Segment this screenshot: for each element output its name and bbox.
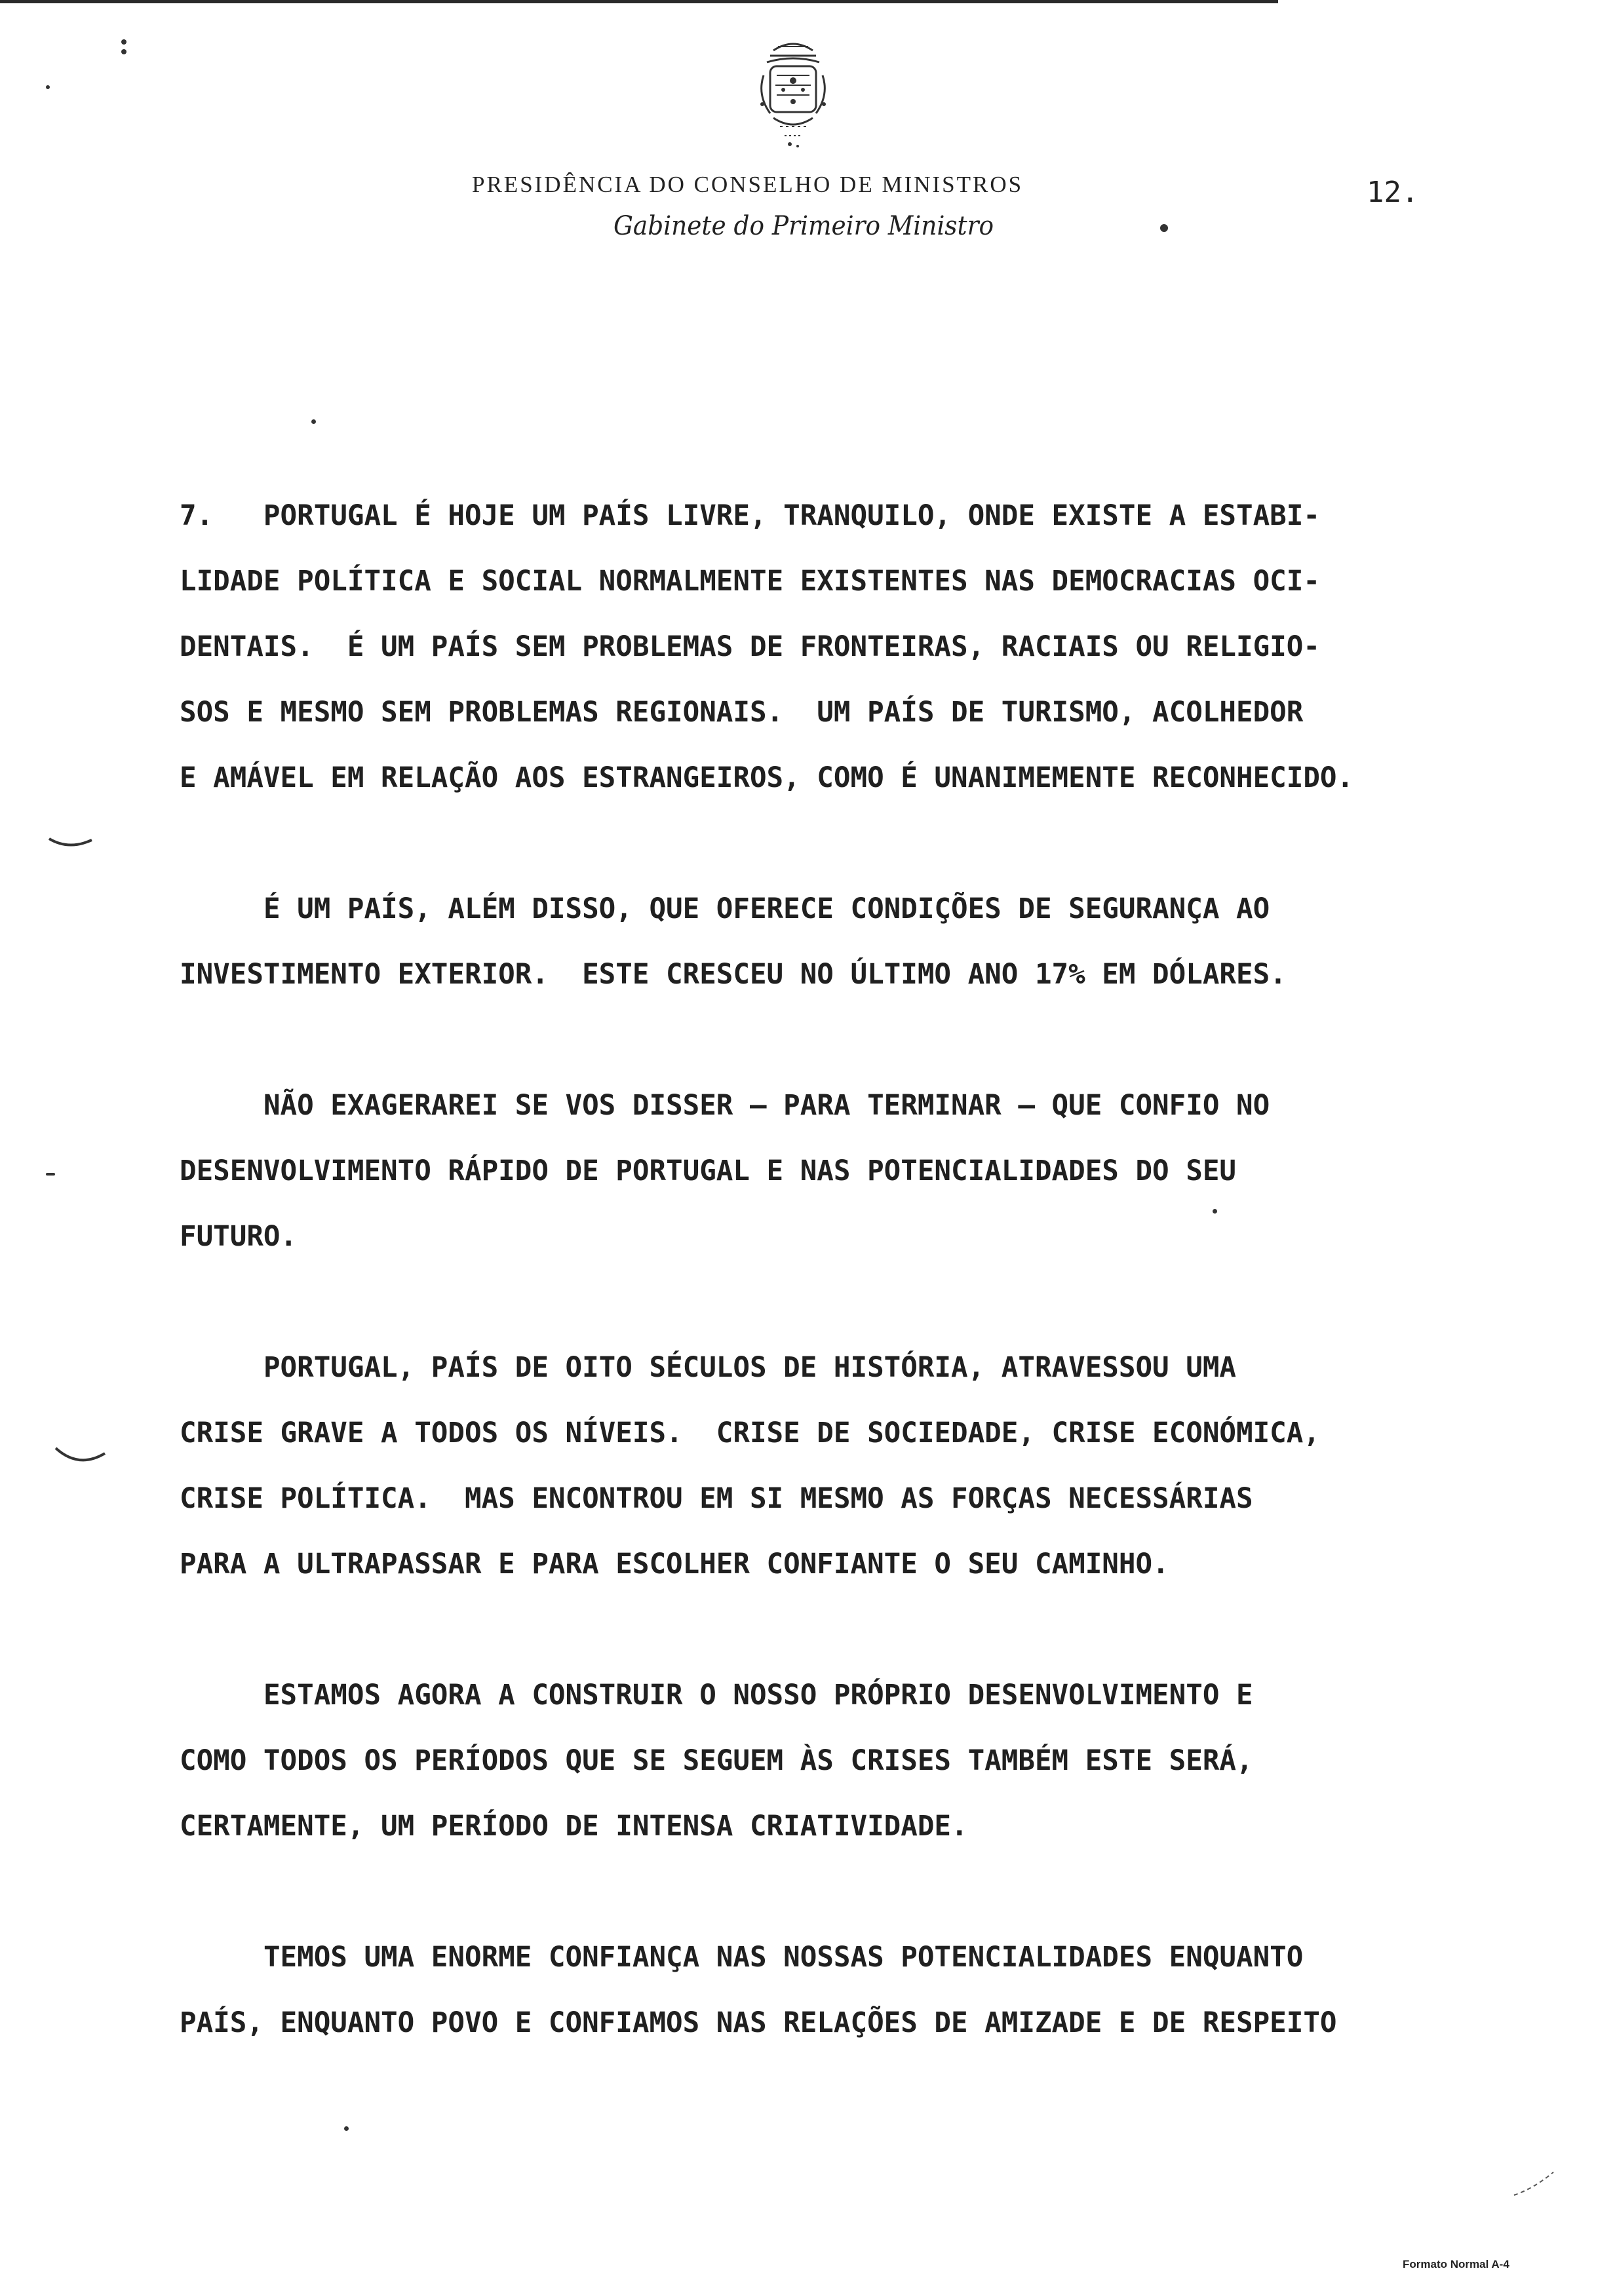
top-rule — [0, 0, 1278, 3]
scan-mark — [52, 1442, 111, 1474]
scan-speck — [1160, 224, 1168, 232]
form-format-label: Formato Normal A-4 — [1403, 2258, 1509, 2270]
paragraph-1: 7. PORTUGAL É HOJE UM PAÍS LIVRE, TRANQUILO, ONDE EXISTE A ESTABI- LIDADE POLÍTICA E SOCIAL NORMALMENTE EXISTENTES NAS DEMOCRACIAS OCI- DENTAIS. É UM PAÍS SEM PROBLEMAS DE FRONTEIRAS, RACIAIS OU RELIGIO- SOS E MESMO SEM PROBLEMAS REGIONAIS. UM PAÍS DE TURISMO, ACOLHEDOR E AMÁVEL EM RELAÇÃO AOS ESTRANGEIROS, COMO É UNANIMEMENTE RECONHECIDO. — [180, 500, 1354, 794]
institution-title: PRESIDÊNCIA DO CONSELHO DE MINISTROS — [472, 172, 1024, 197]
paragraph-6: TEMOS UMA ENORME CONFIANÇA NAS NOSSAS POTENCIALIDADES ENQUANTO PAÍS, ENQUANTO POVO E CONFIAMOS NAS RELAÇÕES DE AMIZADE E DE RESPEITO — [180, 1942, 1337, 2039]
scan-speck — [121, 39, 126, 45]
scan-mark — [46, 832, 98, 858]
scan-mark — [1508, 2162, 1566, 2202]
scan-speck — [46, 1173, 55, 1176]
paragraph-3: NÃO EXAGERAREI SE VOS DISSER — PARA TERMINAR — QUE CONFIO NO DESENVOLVIMENTO RÁPIDO DE PORTUGAL E NAS POTENCIALIDADES DO SEU FUTURO. — [180, 1090, 1270, 1253]
scan-speck — [121, 49, 126, 54]
script-subtitle — [610, 203, 1003, 256]
scan-speck — [344, 2126, 349, 2131]
svg-text:Gabinete do Primeiro Ministro: Gabinete do Primeiro Ministro — [613, 211, 994, 241]
page-number: 12. — [1367, 176, 1419, 209]
paragraph-5: ESTAMOS AGORA A CONSTRUIR O NOSSO PRÓPRIO DESENVOLVIMENTO E COMO TODOS OS PERÍODOS QUE SE SEGUEM ÀS CRISES TAMBÉM ESTE SERÁ, CERTAMENTE, UM PERÍODO DE INTENSA CRIATIVIDADE. — [180, 1679, 1253, 1843]
paragraph-4: PORTUGAL, PAÍS DE OITO SÉCULOS DE HISTÓRIA, ATRAVESSOU UMA CRISE GRAVE A TODOS OS NÍVEIS. CRISE DE SOCIEDADE, CRISE ECONÓMICA, CRISE POLÍTICA. MAS ENCONTROU EM SI MESMO AS FORÇAS NECESSÁRIAS PARA A ULTRAPASSAR E PARA ESCOLHER CONFIANTE O SEU CAMINHO. — [180, 1352, 1320, 1580]
paragraph-2: É UM PAÍS, ALÉM DISSO, QUE OFERECE CONDIÇÕES DE SEGURANÇA AO INVESTIMENTO EXTERIOR. ESTE CRESCEU NO ÚLTIMO ANO 17% EM DÓLARES. — [180, 893, 1287, 991]
scan-speck — [1213, 1209, 1217, 1214]
scan-speck — [46, 85, 50, 89]
scan-speck — [311, 419, 316, 424]
coat-of-arms-icon — [744, 36, 842, 154]
document-body — [180, 484, 1589, 2056]
